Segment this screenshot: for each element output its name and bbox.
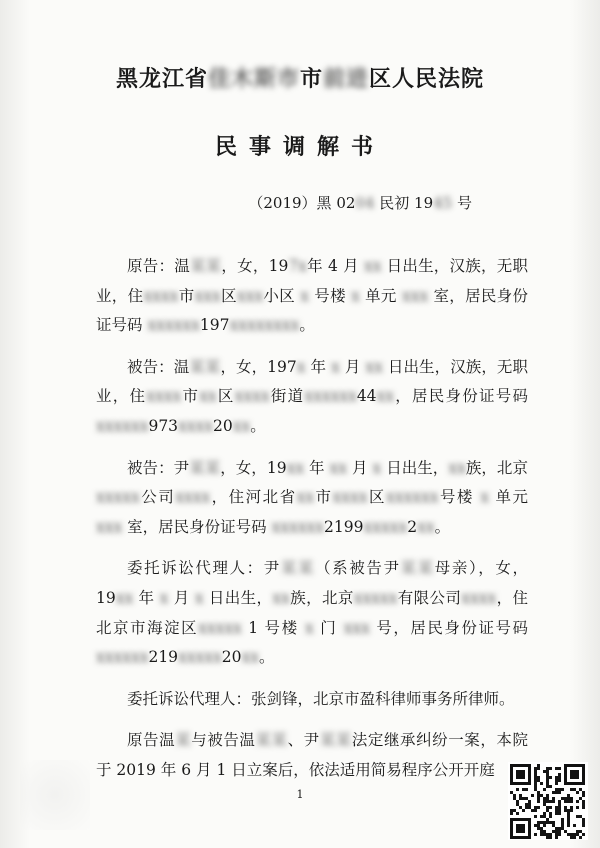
case-number-redacted-2: 45 xyxy=(433,194,453,212)
redacted-text: x xyxy=(331,357,340,376)
paragraph-text: 月 xyxy=(339,357,366,376)
paragraph xyxy=(96,252,528,341)
redacted-text: xxx xyxy=(194,286,221,305)
paragraph-text: 197 xyxy=(199,316,230,335)
paragraph-text: 。 xyxy=(258,648,275,667)
paragraph-text: 原告：温 xyxy=(127,257,190,275)
paragraph-text: 年 xyxy=(305,357,332,376)
redacted-text: x xyxy=(300,286,310,305)
court-prefix: 黑龙江省 xyxy=(115,66,208,92)
paragraph-text: 室，居民身份证号码 xyxy=(122,517,272,536)
redacted-text: xx xyxy=(232,416,251,435)
redacted-city: 佳木斯市 xyxy=(207,66,300,92)
paragraph-text: 日出生， xyxy=(203,588,273,607)
redacted-text: xxxx xyxy=(178,416,214,435)
paragraph-text: 年 4 月 xyxy=(306,257,364,275)
paragraph-text: 。 xyxy=(434,517,451,536)
redacted-text: xx xyxy=(296,488,315,507)
redacted-text: 某某 xyxy=(189,458,221,477)
paragraph-text: 年 xyxy=(304,458,330,477)
qr-code xyxy=(508,762,588,840)
paragraph-text: 2 xyxy=(407,517,418,536)
paragraph-text: 委托诉讼代理人：尹 xyxy=(127,559,281,578)
redacted-text: x xyxy=(159,588,169,607)
paragraph-text: 室，居民身份证号码 xyxy=(96,286,528,335)
paragraph-text: 2199 xyxy=(324,517,364,536)
paragraph xyxy=(96,554,528,672)
paragraph-text: ，女，19 xyxy=(221,257,289,275)
paragraph-text: 单元 xyxy=(489,488,528,507)
paragraph-text: 街道 xyxy=(269,387,305,406)
paragraph-text: 市 xyxy=(181,387,200,406)
paragraph-text: ，住北京市海淀区 xyxy=(96,588,528,637)
redacted-text: xxx xyxy=(96,517,123,536)
paragraph-text: 门 xyxy=(313,618,344,637)
redacted-text: 某 xyxy=(175,731,192,750)
case-number xyxy=(248,192,472,213)
paragraph-text: 日出生，汉族，无职业，住 xyxy=(96,257,528,305)
redacted-text: 某某 xyxy=(189,257,222,275)
paragraph-text: 族，北京 xyxy=(289,588,354,607)
paragraph-text: 被告：温 xyxy=(127,357,190,376)
paragraph xyxy=(96,454,528,543)
redacted-text: xxx xyxy=(236,286,264,305)
case-number-middle: 民初 19 xyxy=(374,194,434,212)
redacted-text: xxxx xyxy=(143,286,179,305)
court-suffix: 区人民法院 xyxy=(369,66,485,92)
redacted-text: xxxxx xyxy=(363,517,408,536)
case-number-suffix: 号 xyxy=(452,194,472,212)
paragraph-text: 。 xyxy=(250,416,266,435)
redacted-text: xxxxxx xyxy=(271,517,325,536)
redacted-text: 某某 xyxy=(319,731,352,750)
paragraph-text: 日出生，汉族，无职业，住 xyxy=(96,357,528,406)
paragraph-text: ，居民身份证号码 xyxy=(394,387,528,406)
paragraph-text: 小区 xyxy=(263,286,301,305)
redacted-text: xx xyxy=(417,517,435,536)
redacted-text: xxxx xyxy=(175,488,211,507)
court-name xyxy=(0,62,600,93)
paragraph-text: 委托诉讼代理人：张剑锋，北京市盈科律师事务所律师。 xyxy=(127,689,515,708)
redacted-text: xxxx xyxy=(146,387,182,406)
paragraph-text: 区 xyxy=(220,286,237,305)
paragraph-text: 被告：尹 xyxy=(127,458,190,477)
redacted-text: x xyxy=(305,618,314,637)
redacted-text: xx xyxy=(272,588,290,607)
redacted-text: x xyxy=(480,488,490,507)
paragraph-text: 族，北京 xyxy=(465,458,528,477)
redacted-text: xxxxx xyxy=(178,648,222,667)
paragraph-text: 219 xyxy=(148,648,179,667)
redacted-text: xxxxxx xyxy=(386,488,439,507)
paragraph-text: 号楼 xyxy=(309,286,352,305)
document-type-title: 民事调解书 xyxy=(214,134,385,160)
redacted-text: x xyxy=(296,357,306,376)
redacted-text: 某某 xyxy=(189,357,221,376)
redacted-text: xxx xyxy=(343,618,370,637)
paragraph-text: ，女，197 xyxy=(220,357,297,376)
paragraph-text: 月 xyxy=(347,458,373,477)
paragraph xyxy=(96,685,528,715)
paragraph-text: 44 xyxy=(356,387,377,406)
paragraph-text: 1 号楼 xyxy=(241,618,306,637)
redacted-text: xxxxxx xyxy=(147,316,200,335)
paragraph-text: 号，居民身份证号码 xyxy=(369,618,528,637)
redacted-text: xxxxxx xyxy=(96,648,149,667)
paragraph-text: 有限公司 xyxy=(397,588,462,607)
page-number: 1 xyxy=(296,788,304,801)
paragraph xyxy=(96,353,528,442)
redacted-text: xx xyxy=(365,357,383,376)
redacted-text: x xyxy=(351,286,360,305)
paragraph-text: 、尹 xyxy=(287,731,320,750)
paragraph-text: 与被告温 xyxy=(191,731,256,750)
paragraph-text: 法定继承纠纷一案，本院于 2019 年 6 月 1 日立案后，依法适用简易程序公开开庭 xyxy=(96,731,528,779)
case-number-prefix: （2019）黑 02 xyxy=(248,194,356,212)
redacted-text: xxxxxx xyxy=(304,387,357,406)
paragraph-text: 973 xyxy=(148,416,179,435)
court-city-suffix: 市 xyxy=(299,66,323,92)
redacted-text: xxxxxx xyxy=(96,416,149,435)
redacted-text: 某某 xyxy=(255,731,288,750)
redacted-district: 前进 xyxy=(323,66,370,92)
paragraph-text: 。 xyxy=(299,316,315,335)
paragraph-text: 区 xyxy=(367,488,386,507)
case-number-redacted-1: 04 xyxy=(355,194,375,212)
redacted-text: xxxx xyxy=(234,387,270,406)
redacted-text: xx xyxy=(199,387,217,406)
redacted-text: xxxxx xyxy=(198,618,242,637)
redacted-text: 7x xyxy=(288,257,307,275)
redacted-text: xx xyxy=(115,588,134,607)
paragraph-text: 原告温 xyxy=(127,731,176,750)
paragraph-text: ，女，19 xyxy=(220,458,287,477)
document-body xyxy=(96,252,528,786)
paragraph-text: 市 xyxy=(178,286,195,305)
redacted-text: 某某 xyxy=(400,559,435,578)
paragraph-text: 月 xyxy=(168,588,195,607)
paragraph-text: 20 xyxy=(221,648,242,667)
paragraph-text: 号楼 xyxy=(438,488,481,507)
paragraph xyxy=(96,726,528,785)
paragraph-text: ，住河北省 xyxy=(210,488,297,507)
redacted-text: xx xyxy=(286,458,305,477)
redacted-text: xxx xyxy=(401,286,429,305)
redacted-text: xxxxx xyxy=(353,588,398,607)
paragraph-text: （系被告尹 xyxy=(315,559,401,578)
paragraph-text: 日出生， xyxy=(381,458,449,477)
redacted-text: xx xyxy=(329,458,348,477)
paragraph-text: 母亲），女，19 xyxy=(96,559,528,607)
redacted-text: x xyxy=(194,588,204,607)
redacted-text: xxxxxxxx xyxy=(229,316,300,335)
paragraph-text: 公司 xyxy=(139,488,176,507)
redacted-text: xx xyxy=(376,387,395,406)
redacted-text: xx xyxy=(363,257,382,275)
redacted-text: xxxx xyxy=(461,588,497,607)
redacted-text: x xyxy=(372,458,382,477)
paragraph-text: 区 xyxy=(216,387,235,406)
paragraph-text: 20 xyxy=(213,416,233,435)
paragraph-text: 市 xyxy=(314,488,333,507)
paragraph-text: 单元 xyxy=(359,286,402,305)
redacted-text: 某某 xyxy=(280,559,316,578)
redacted-text: xx xyxy=(241,648,259,667)
redacted-text: xx xyxy=(448,458,466,477)
redacted-text: xxxxx xyxy=(96,488,140,507)
redacted-text: xxxx xyxy=(332,488,368,507)
paragraph-text: 年 xyxy=(133,588,160,607)
